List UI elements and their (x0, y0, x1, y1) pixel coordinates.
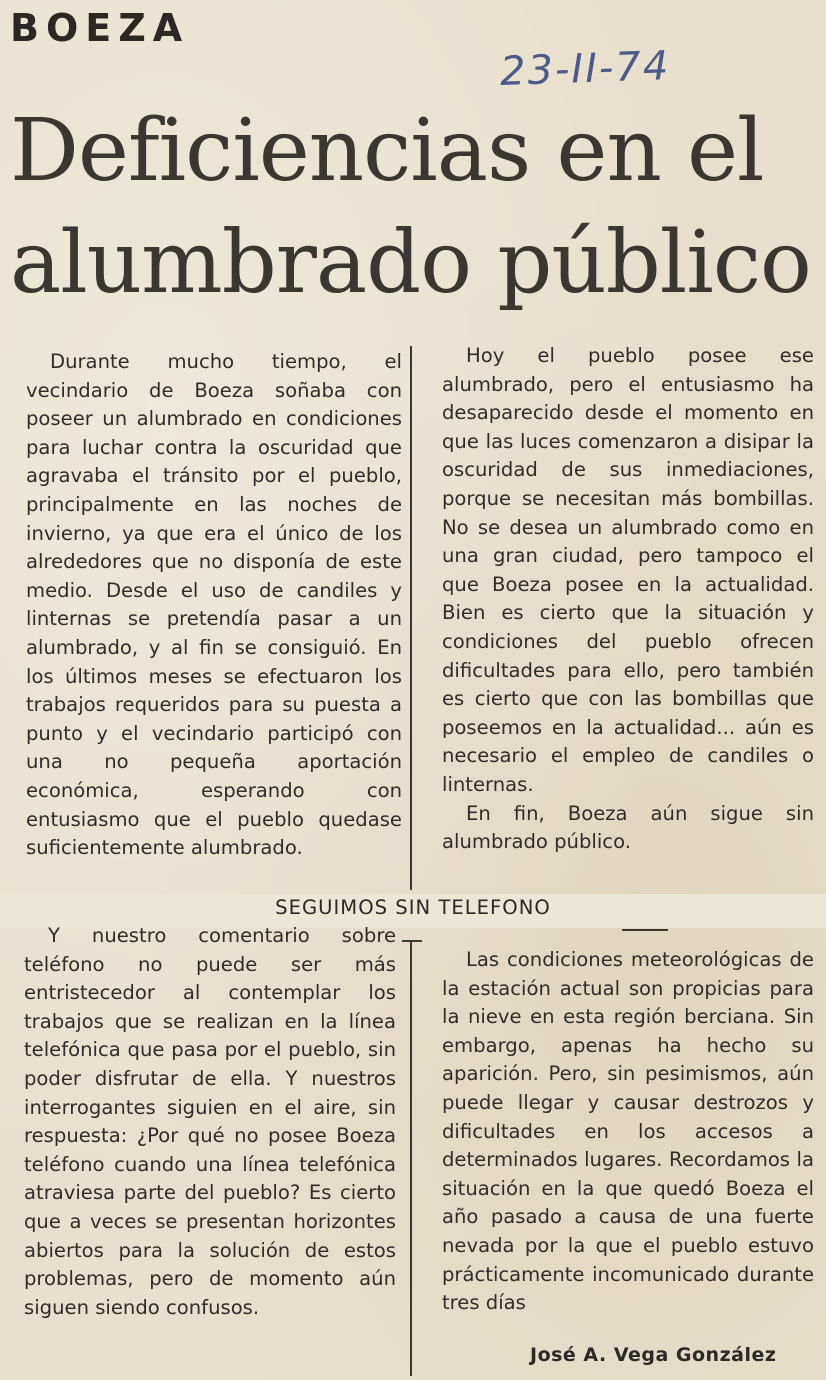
column-divider (410, 346, 412, 890)
telefono-column-2 (442, 946, 814, 1318)
headline: Deficiencias en el alumbrado público (10, 101, 811, 313)
article-column-1 (26, 348, 402, 863)
article-column-2 (442, 342, 814, 857)
handwritten-date: 23-II-74 (499, 43, 672, 95)
telefono-paragraph: Y nuestro comentario sobre teléfono no puede ser más entristecedor al contemplar los trabajos que se realizan en la línea telefónica que pasa por el pueblo, sin poder disfrutar de ella. Y nuestros interrogantes siguien en el aire, sin respuesta: ¿Por qué no posee Boeza teléfono cuando una línea telefónica atraviesa parte del pueblo? Es cierto que a veces se presentan horizontes abiertos para la solución de estos problemas, pero de momento aún siguen siendo confusos. (24, 924, 396, 1319)
telefono-paragraph: Las condiciones meteorológicas de la estación actual son propicias para la nieve en esta región berciana. Sin embargo, apenas ha hecho su aparición. Pero, sin pesimismos, aún puede llegar y causar destrozos y dificultades en los accesos a determinados lugares. Recordamos la situación en la que quedó Boeza el año pasado a causa de una fuerte nevada por la que el pueblo estuvo prácticamente incomunicado durante tres días (442, 948, 814, 1315)
article-paragraph: Durante mucho tiempo, el vecindario de Boeza soñaba con poseer un alumbrado en condiciones para luchar contra la oscuridad que agravaba el tránsito por el pueblo, principalmente en las noches de invierno, ya que era el único de los alrededores que no disponía de este medio. Desde el uso de candiles y linternas se pretendía pasar a un alumbrado, y al fin se consiguió. En los últimos meses se efectuaron los trabajos requeridos para su puesta a punto y el vecindario participó con una no pequeña aportación económica, esperando con entusiasmo que el pueblo quedase suficientemente alumbrado. (26, 350, 402, 860)
byline: José A. Vega González (530, 1344, 777, 1366)
column-divider (410, 940, 412, 1376)
telefono-column-1 (24, 922, 396, 1322)
short-rule (622, 929, 668, 931)
article-paragraph: Hoy el pueblo posee ese alumbrado, pero el entusiasmo ha desaparecido desde el momento en que las luces comenzaron a disipar la oscuridad de sus inmediaciones, porque se necesitan más bombillas. No se desea un alumbrado como en una gran ciudad, pero tampoco el que Boeza posee en la actualidad. Bien es cierto que la situación y condiciones del pueblo ofrecen dificultades para ello, pero también es cierto que con las bombillas que poseemos en la actualidad... aún es necesario el empleo de candiles o linternas. (442, 344, 814, 796)
subhead: SEGUIMOS SIN TELEFONO (275, 896, 551, 919)
rule (402, 940, 422, 942)
section-tag: BOEZA (10, 6, 190, 50)
article-paragraph: En fin, Boeza aún sigue sin alumbrado público. (442, 801, 814, 854)
